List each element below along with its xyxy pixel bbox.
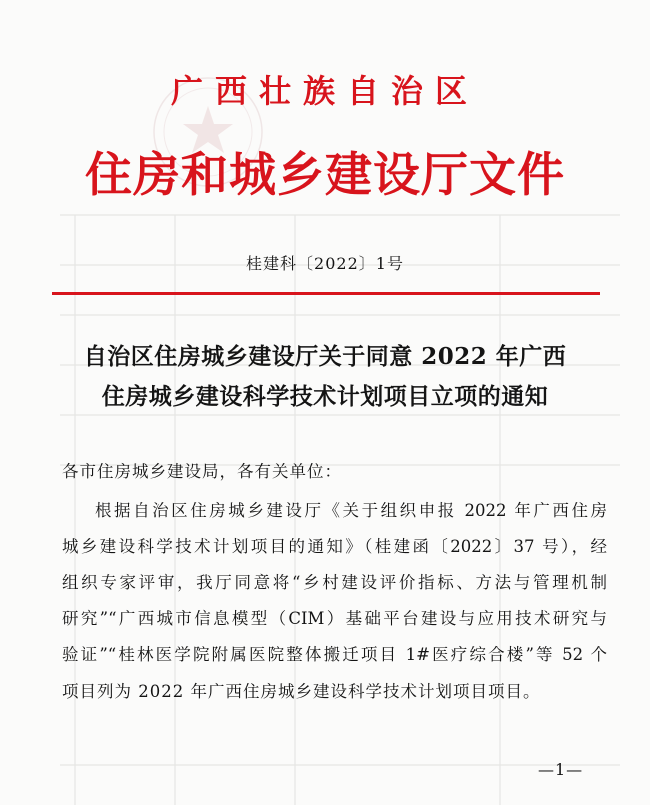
notice-title-line-1: 自治区住房城乡建设厅关于同意 2022 年广西 <box>83 343 567 370</box>
body-line: 项目列为 2022 年广西住房城乡建设科学技术计划项目项目。 <box>62 682 541 701</box>
issuer-line-2: 住房和城乡建设厅文件 <box>85 148 565 203</box>
issuer-line-1: 广西壮族自治区 <box>170 72 479 110</box>
red-divider <box>52 292 600 295</box>
salutation: 各市住房城乡建设局，各有关单位： <box>62 462 342 481</box>
document-number: 桂建科〔2022〕1号 <box>246 254 404 273</box>
body-line: 组织专家评审，我厅同意将“乡村建设评价指标、方法与管理机制 <box>62 573 607 592</box>
page-number: —1— <box>538 760 584 779</box>
body-line: 根据自治区住房城乡建设厅《关于组织申报 2022 年广西住房 <box>95 501 607 520</box>
body-line: 验证”“桂林医学院附属医院整体搬迁项目 1#医疗综合楼”等 52 个 <box>62 645 607 664</box>
notice-title-line-2: 住房城乡建设科学技术计划项目立项的通知 <box>101 383 549 410</box>
body-line: 城乡建设科学技术计划项目的通知》（桂建函〔2022〕37 号），经 <box>62 537 607 556</box>
body-line: 研究”“广西城市信息模型（CIM）基础平台建设与应用技术研究与 <box>62 609 607 628</box>
